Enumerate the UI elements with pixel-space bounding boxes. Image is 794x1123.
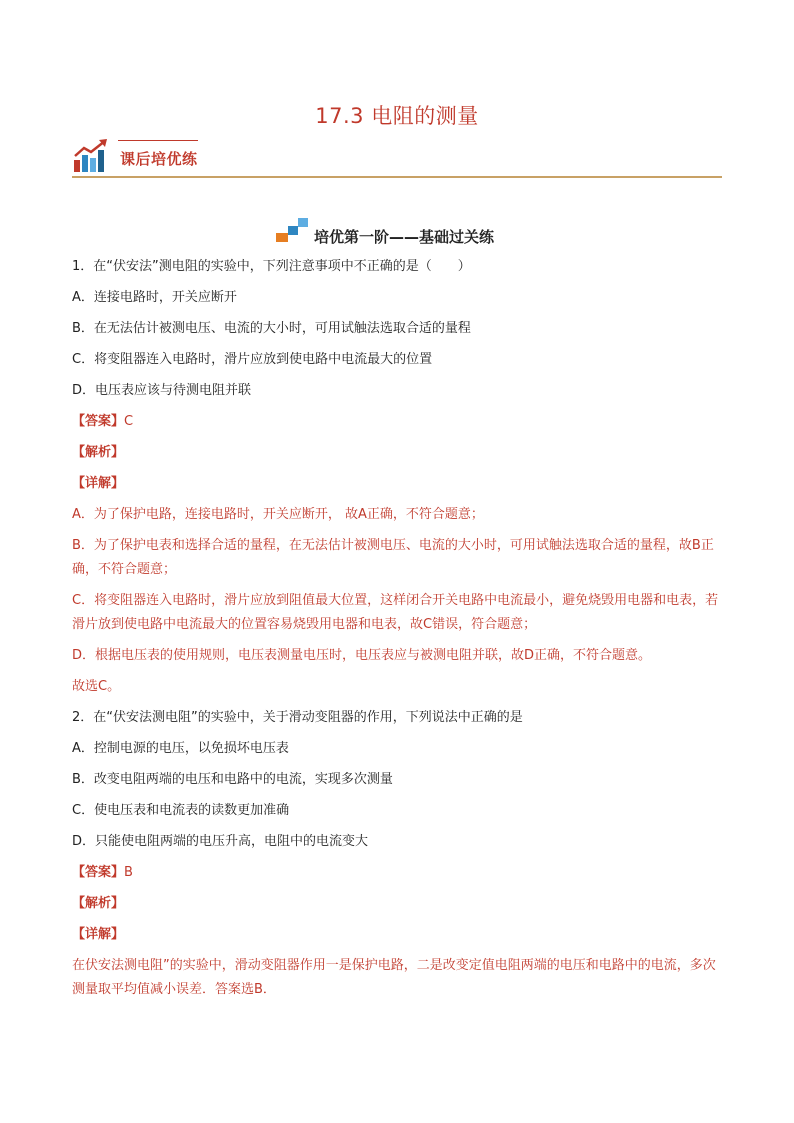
q1-answer [72,410,724,441]
q2-answer [72,861,724,892]
q1-option-b: B．在无法估计被测电压、电流的大小时，可用试触法选取合适的量程 [72,321,471,336]
q2-answer-label: 【答案】 [72,865,125,880]
banner-rule [72,176,722,178]
q1-option-c: C．将变阻器连入电路时，滑片应放到使电路中电流最大的位置 [72,352,433,367]
q1-detail-b: B．为了保护电表和选择合适的量程，在无法估计被测电压、电流的大小时，可用试触法选取合适的量程，故B正确，不符合题意； [72,538,714,577]
q2-option-d: D．只能使电阻两端的电压升高，电阻中的电流变大 [72,834,369,849]
q1-answer-value: C [124,414,134,429]
page-title: 17.3 电阻的测量 [315,104,479,128]
q1-detail-d: D．根据电压表的使用规则，电压表测量电压时，电压表应与被测电阻并联，故D正确，不符合题意。 [72,648,652,663]
question-content [72,255,724,1009]
q2-detail: 在伏安法测电阻”的实验中，滑动变阻器作用一是保护电路，二是改变定值电阻两端的电压和电路中的电流，多次测量取平均值减小误差．答案选B． [72,958,716,997]
q2-detail-label: 【详解】 [72,927,125,942]
q1-answer-label: 【答案】 [72,414,125,429]
q1-detail-label: 【详解】 [72,476,125,491]
banner-top-line [118,140,198,141]
q1-conclusion: 故选C。 [72,679,121,694]
q1-detail-c: C．将变阻器连入电路时，滑片应放到阻值最大位置，这样闭合开关电路中电流最小，避免烧毁用电器和电表，若滑片放到使电路中电流最大的位置容易烧毁用电器和电表，故C错误，符合题意； [72,593,719,632]
q2-option-a: A．控制电源的电压，以免损坏电压表 [72,741,289,756]
banner-label: 课后培优练 [120,150,198,168]
growth-chart-icon [72,138,112,174]
q1-stem: 1．在“伏安法”测电阻的实验中，下列注意事项中不正确的是（ ） [72,259,471,274]
q2-option-b: B．改变电阻两端的电压和电路中的电流，实现多次测量 [72,772,393,787]
q2-answer-value: B [124,865,133,880]
q1-analysis-label: 【解析】 [72,445,125,460]
q2-option-c: C．使电压表和电流表的读数更加准确 [72,803,290,818]
q2-stem: 2．在“伏安法测电阻”的实验中，关于滑动变阻器的作用，下列说法中正确的是 [72,710,523,725]
q1-option-a: A．连接电路时，开关应断开 [72,290,237,305]
stairs-icon [276,215,310,243]
section-header [0,215,794,247]
section-title: 培优第一阶——基础过关练 [314,228,495,246]
section-banner [72,138,722,180]
q1-detail-a: A．为了保护电路，连接电路时，开关应断开， 故A正确，不符合题意； [72,507,484,522]
q2-analysis-label: 【解析】 [72,896,125,911]
q1-option-d: D．电压表应该与待测电阻并联 [72,383,252,398]
